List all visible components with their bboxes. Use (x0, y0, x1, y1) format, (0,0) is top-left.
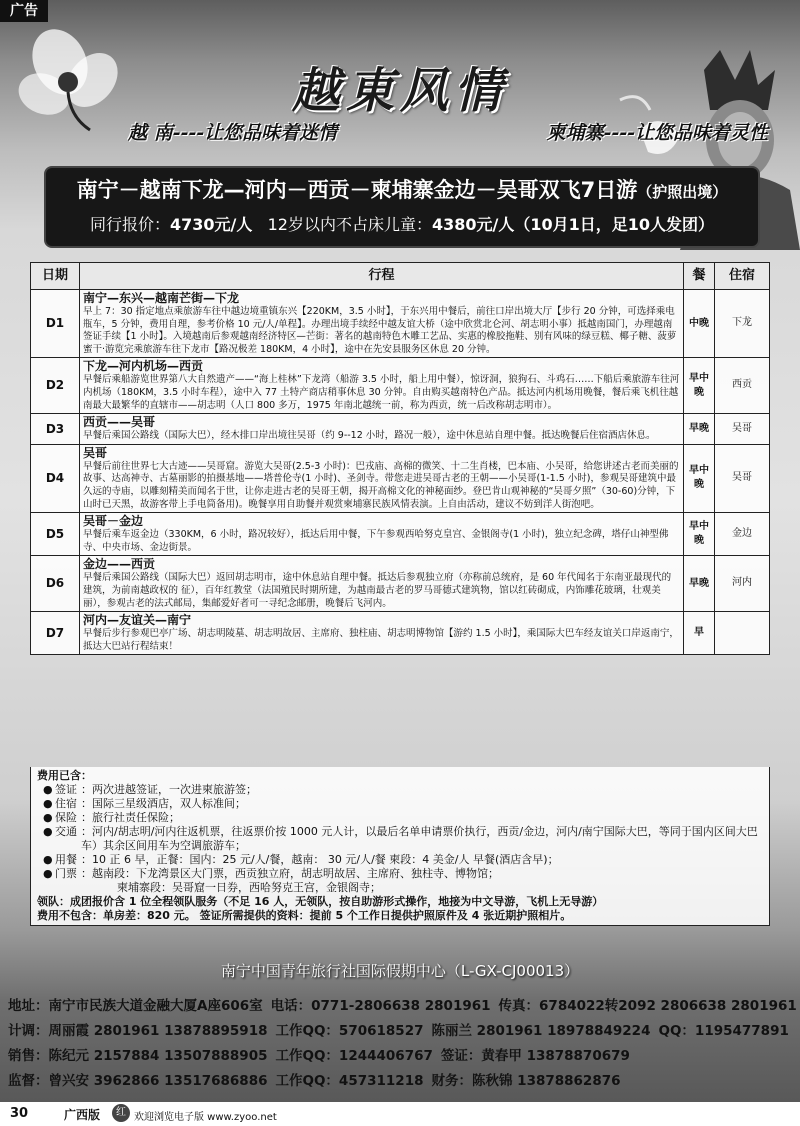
fee-items (37, 783, 763, 881)
table-row (31, 444, 770, 512)
tour-title (46, 174, 758, 204)
meal-cell: 早中晚 (684, 444, 715, 512)
website-link[interactable]: 欢迎浏览电子版 www.zyoo.net (134, 1112, 277, 1123)
address: 地址：南宁市民族大道金融大厦A座606室 (8, 998, 263, 1014)
route-title: 金边——西贡 (83, 557, 156, 572)
meal-cell: 早中晚 (684, 358, 715, 414)
bullet-icon: ● (43, 797, 53, 810)
route-description: 早餐后乘国公路线（国际大巴）返回胡志明市，途中休息站自理中餐。抵达后参观独立府（亦称前总统府，是 60 年代闻名于东南亚最现代的建筑，为前南越政权的 征），百年红教堂（法国殖民时期所建，为越南最古老的罗马哥德式建筑物，馆以红砖砌成，内饰雕花玻璃，壮观美丽），参观古老的法式邮局，集邮爱好者可一寻纪念邮册，晚餐后飞河内。 (83, 572, 672, 609)
contact-row-planning (8, 1019, 792, 1044)
route-description: 早餐后乘车返金边（330KM，6 小时，路况较好），抵达后用中餐，下午参观西哈努克皇宫、金银阁寺(1 小时)，独立纪念碑，塔仔山神型佛寺、中央市场、金边街景。 (83, 529, 669, 553)
bullet-icon: ● (43, 811, 53, 824)
bullet-icon: ● (43, 853, 53, 866)
lodging-cell: 西贡 (715, 358, 770, 414)
header-date: 日期 (31, 263, 80, 290)
planner-2-qq: QQ：1195477891 (658, 1023, 789, 1039)
lodging-cell: 吴哥 (715, 414, 770, 445)
fee-item (37, 797, 763, 811)
edition: 广西版 (64, 1108, 101, 1122)
itinerary-body (31, 290, 770, 655)
table-row (31, 513, 770, 556)
company-name: 南宁中国青年旅行社国际假期中心（L-GX-CJ00013） (220, 962, 580, 980)
lodging-cell (715, 612, 770, 655)
price-child: 4380元/人 (431, 215, 515, 234)
phone: 电话：0771-2806638 2801961 (270, 998, 491, 1014)
meal-cell: 早晚 (684, 556, 715, 612)
route-description: 早餐后步行参观巴亭广场、胡志明陵墓、胡志明故居、主席府、独柱庙、胡志明博物馆【游约 1.5 小时】，乘国际大巴车经友谊关口岸返南宁，抵达大巴站行程结束！ (83, 628, 679, 652)
fee-text: ：两次进越签证，一次进柬旅游签； (81, 783, 257, 796)
day-cell: D5 (31, 513, 80, 556)
fee-item (37, 825, 763, 853)
route-description: 早上 7：30 指定地点乘旅游车往中越边境重镇东兴【220KM，3.5 小时】，于东兴用中餐后，前往口岸出境大厅【步行 20 分钟，可选择乘电瓶车，5 分钟，费用自理，参考价格 10 元/人/单程】。办理出境手续经中越友谊大桥（途中欣赏北仑河、胡志明小事）抵越南国门，办理越南签证手续【1 小时】。入境越南后参观越南经济特区—芒街：著名的越南特色木雕工艺品、实惠的橡胶拖鞋、别有风味的绿豆糕、椰子糖、菠萝蜜干·游览完乘旅游车往下龙市【路况极差 180KM，4 小时】，途中在先安县服务区休息 20 分钟。 (83, 306, 677, 355)
itinerary-table (30, 262, 770, 655)
day-cell: D6 (31, 556, 80, 612)
itinerary-cell (80, 513, 684, 556)
planner-2: 陈丽兰 2801961 18978849224 (431, 1023, 651, 1039)
day-cell: D7 (31, 612, 80, 655)
planner-1: 计调：周丽霞 2801961 13878895918 (8, 1023, 268, 1039)
fee-text: ：河内/胡志明/河内往返机票，往返票价按 1000 元人计，以最后名单申请票价执行，西贡/金边，河内/南宁国际大巴，等同于国内区间大巴车）其余区间用车为空调旅游车； (81, 825, 758, 852)
itinerary-cell (80, 414, 684, 445)
route-description: 早餐后乘国公路线（国际大巴），经木排口岸出境往吴哥（约 9--12 小时，路况一般），途中休息站自理中餐。抵达晚餐后住宿酒店休息。 (83, 430, 656, 442)
meal-cell: 中晚 (684, 290, 715, 358)
itinerary-cell (80, 290, 684, 358)
brand-title: 越東风情 (291, 63, 508, 119)
lodging-cell: 金边 (715, 513, 770, 556)
route-description: 早餐后前往世界七大古迹——吴哥窟。游览大吴哥(2.5-3 小时)：巴戎庙、高棉的微笑、十二生肖楼，巴本庙、小吴哥，给您讲述古老而美丽的故事、达高神寺、古墓丽影的拍摄基地——塔普伦寺(1 小时)、圣剑寺。带您走进吴哥古老的王朝——小吴哥(1-1.5 小时)，参观吴哥建筑中最久远的寺庙，以雕刻精美而闻名于世，让你走进古老的吴哥王朝，揭开高棉文化的神秘面纱。登巴肯山观神秘的“吴哥夕照”（30-60)分钟，下山时已天黑，故游客带上手电筒备用)。晚餐享用自助餐并观赏柬埔寨民族风情表演。上自由活动，建议不妨到洋人街泡吧。 (83, 460, 679, 510)
table-row (31, 556, 770, 612)
table-row (31, 358, 770, 414)
guide-service: 领队：成团报价含 1 位全程领队服务（不足 16 人，无领队，按自助游形式操作，地接为中文导游，飞机上无导游） (37, 895, 604, 908)
slogan-vietnam: 越 南----让您品味着迷情 (128, 122, 338, 144)
day-cell: D2 (31, 358, 80, 414)
bullet-icon: ● (43, 783, 53, 796)
route-description: 早餐后乘船游览世界第八大自然遗产——“海上桂林”下龙湾（船游 3.5 小时，船上用中餐），惊讶洞，狼狗石、斗鸡石……下船后乘旅游车往河内机场（180KM，3.5 小时车程），途中入 77 土特产商店稍事休息 30 分钟。自由购买越南特色产品。抵达河内机场用晚餐，餐后乘飞机往越南最大最繁华的直辖市——胡志明（人口 800 多万，1975 年南北越统一前，称为西贡，统一后改称胡志明市）。 (83, 374, 680, 411)
fee-text: ：国际三星级酒店，双人标准间； (81, 797, 246, 810)
fee-text: ：10 正 6 早，正餐：国内：25 元/人/餐，越南： 30 元/人/餐 柬段：4 美金/人 早餐(酒店含早)； (81, 853, 559, 866)
fee-text: ：旅行社责任保险； (81, 811, 180, 824)
meal-cell: 早中晚 (684, 513, 715, 556)
fee-label: 保险 (55, 811, 77, 824)
day-cell: D4 (31, 444, 80, 512)
price-adult: 4730元/人 (169, 215, 253, 234)
departure-note: （10月1日，足10人发团） (514, 215, 715, 234)
itinerary-cell (80, 556, 684, 612)
itinerary-cell (80, 612, 684, 655)
contact-row-supervision (8, 1069, 792, 1094)
fax: 传真：6784022转2092 2806638 2801961 (498, 998, 797, 1014)
price-line (46, 212, 758, 235)
contact-row-address (8, 994, 797, 1019)
passport-note: （护照出境） (637, 183, 728, 201)
header-meal: 餐 (684, 263, 715, 290)
tour-route-title: 南宁－越南下龙—河内－西贡－柬埔寨金边－吴哥双飞7日游 (76, 178, 638, 202)
meal-cell: 早 (684, 612, 715, 655)
route-title: 下龙—河内机场—西贡 (83, 359, 204, 374)
meal-cell: 早晚 (684, 414, 715, 445)
visa-contact: 签证：黄春甲 13878870679 (440, 1048, 630, 1064)
fees-included-title: 费用已含： (37, 769, 92, 782)
fee-item (37, 867, 763, 881)
planner-1-qq: 工作QQ：570618527 (275, 1023, 424, 1039)
route-title: 吴哥－金边 (83, 514, 144, 529)
sales-contact: 销售：陈纪元 2157884 13507888905 (8, 1048, 268, 1064)
price-label-adult: 同行报价： (89, 215, 170, 234)
lodging-cell: 下龙 (715, 290, 770, 358)
finance-contact: 财务：陈秋锦 13878862876 (431, 1073, 621, 1089)
sales-qq: 工作QQ：1244406767 (275, 1048, 433, 1064)
supervisor-qq: 工作QQ：457311218 (275, 1073, 424, 1089)
price-label-child: 12岁以内不占床儿童： (267, 215, 432, 234)
fee-label: 用餐 (55, 853, 77, 866)
fee-label: 交通 (55, 825, 77, 838)
table-row (31, 290, 770, 358)
bullet-icon: ● (43, 867, 53, 880)
ad-label: 广告 (0, 0, 48, 22)
contact-block (8, 994, 797, 1094)
cambodia-tickets: 柬埔寨段：吴哥窟一日券，西哈努克王宫，金银阁寺； (117, 881, 381, 894)
page-footer (0, 1102, 800, 1126)
tour-title-box (44, 166, 760, 248)
itinerary-cell (80, 358, 684, 414)
route-title: 南宁—东兴—越南芒街—下龙 (83, 291, 240, 305)
header-itinerary: 行程 (80, 263, 684, 290)
fee-item (37, 853, 763, 867)
fee-item (37, 811, 763, 825)
day-cell: D1 (31, 290, 80, 358)
fee-section (30, 767, 770, 926)
itinerary-cell (80, 444, 684, 512)
lodging-cell: 吴哥 (715, 444, 770, 512)
table-row (31, 414, 770, 445)
table-header-row (31, 263, 770, 290)
page-number: 30 (10, 1106, 29, 1121)
lodging-cell: 河内 (715, 556, 770, 612)
fee-label: 住宿 (55, 797, 77, 810)
fee-label: 签证 (55, 783, 77, 796)
fees-excluded: 费用不包含：单房差：820 元。 签证所需提供的资料：提前 5 个工作日提供护照原件及 4 张近期护照相片。 (37, 909, 572, 922)
slogans (128, 118, 768, 145)
fee-text: ：越南段：下龙湾景区大门票，西贡独立府，胡志明故居、主席府、独柱寺、博物馆； (81, 867, 499, 880)
day-cell: D3 (31, 414, 80, 445)
bullet-icon: ● (43, 825, 53, 838)
supervisor-contact: 监督：曾兴安 3962866 13517686886 (8, 1073, 268, 1089)
route-title: 西贡——吴哥 (83, 415, 156, 430)
fee-item (37, 783, 763, 797)
route-title: 吴哥 (83, 445, 108, 460)
table-row (31, 612, 770, 655)
header-lodging: 住宿 (715, 263, 770, 290)
route-title: 河内—友谊关—南宁 (83, 613, 192, 628)
contact-row-sales (8, 1044, 792, 1069)
seal-icon: 红 (112, 1104, 130, 1122)
fee-label: 门票 (55, 867, 77, 880)
slogan-cambodia: 柬埔寨----让您品味着灵性 (546, 122, 768, 144)
